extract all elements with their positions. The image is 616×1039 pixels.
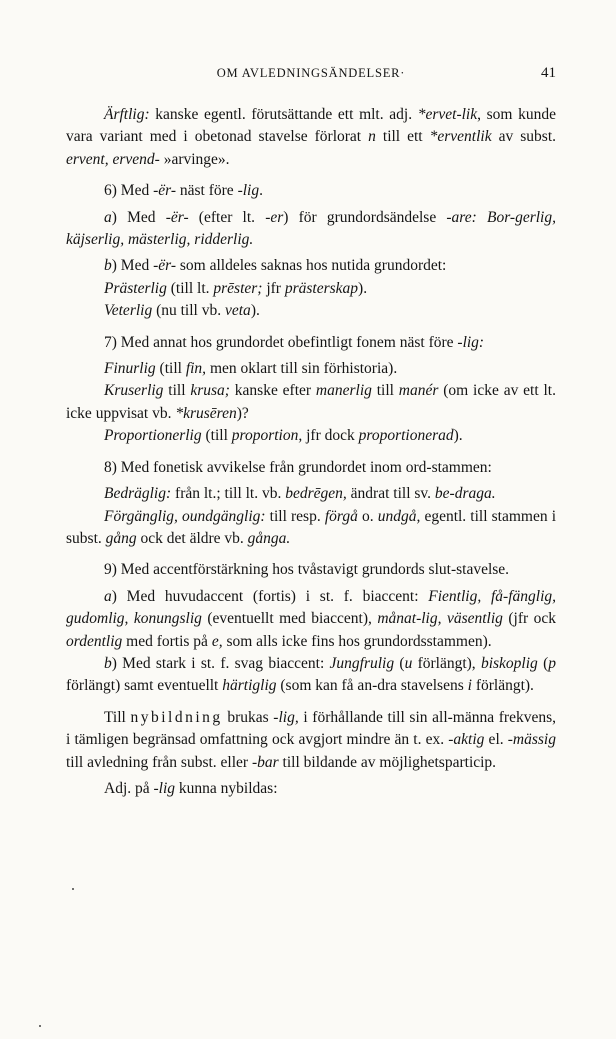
paragraph: Bedräglig: från lt.; till lt. vb. bedrēgen, ändrat till sv. be-draga. <box>104 485 496 503</box>
paragraph: Finurlig (till fin, men oklart till sin förhistoria). <box>104 360 398 378</box>
paragraph: Till nybildning brukas -lig, i förhållande till sin all-männa frekvens, i tämligen begränsad omfattning ock avgjort mindre än t. ex. -aktig el. -mässig till avledning från subst. eller -bar till bildande av möjlighetsparticip. <box>66 708 557 771</box>
paragraph: Förgänglig, oundgänglig: till resp. förgå o. undgå, egentl. till stammen i subst. gång ock det äldre vb. gånga. <box>66 507 557 547</box>
running-title: OM AVLEDNINGSÄNDELSER· <box>216 66 406 80</box>
paragraph: a) Med huvudaccent (fortis) i st. f. biaccent: Fientlig, få-fänglig, gudomlig, konungslig (eventuellt med biaccent), månat-lig, väsentlig (jfr ock ordentlig med fortis på e, som alls icke fins hos grundordsstammen). <box>66 587 557 650</box>
body-text <box>66 104 556 800</box>
paragraph: Proportionerlig (till proportion, jfr dock proportionerad). <box>104 427 463 445</box>
paragraph: 7) Med annat hos grundordet obefintligt fonem näst före -lig: <box>104 333 485 351</box>
paper-speck <box>72 888 74 890</box>
paragraph: b) Med stark i st. f. svag biaccent: Jungfrulig (u förlängt), biskoplig (p förlängt) samt eventuellt härtiglig (som kan få an-dra stavelsens i förlängt). <box>66 654 556 695</box>
paragraph: a) Med -ër- (efter lt. -er) för grundordsändelse -are: Bor-gerlig, käjserlig, mästerlig, ridderlig. <box>66 208 556 249</box>
paragraph: 6) Med -ër- näst före -lig. <box>104 182 263 200</box>
paragraph: 8) Med fonetisk avvikelse från grundordet inom ord-stammen: <box>104 458 492 476</box>
paragraph: b) Med -ër- som alldeles saknas hos nutida grundordet: <box>104 257 447 275</box>
paper-speck <box>39 1025 41 1027</box>
running-header <box>66 66 556 86</box>
paragraph: Kruserlig till krusa; kanske efter manerlig till manér (om icke av ett lt. icke uppvisat vb. *krusēren)? <box>66 382 556 422</box>
paragraph: Prästerlig (till lt. prēster; jfr prästerskap). <box>104 279 368 297</box>
paragraph: Adj. på -lig kunna nybildas: <box>104 779 278 797</box>
page-number: 41 <box>541 65 556 81</box>
paragraph: Veterlig (nu till vb. veta). <box>104 302 260 320</box>
paragraph: 9) Med accentförstärkning hos tvåstavigt grundords slut-stavelse. <box>104 561 510 579</box>
paragraph: Ärftlig: kanske egentl. förutsättande ett mlt. adj. *ervet-lik, som kunde vara variant med i obetonad stavelse förlorat n till ett *erventlik av subst. ervent, ervend- »arvinge». <box>66 106 557 168</box>
